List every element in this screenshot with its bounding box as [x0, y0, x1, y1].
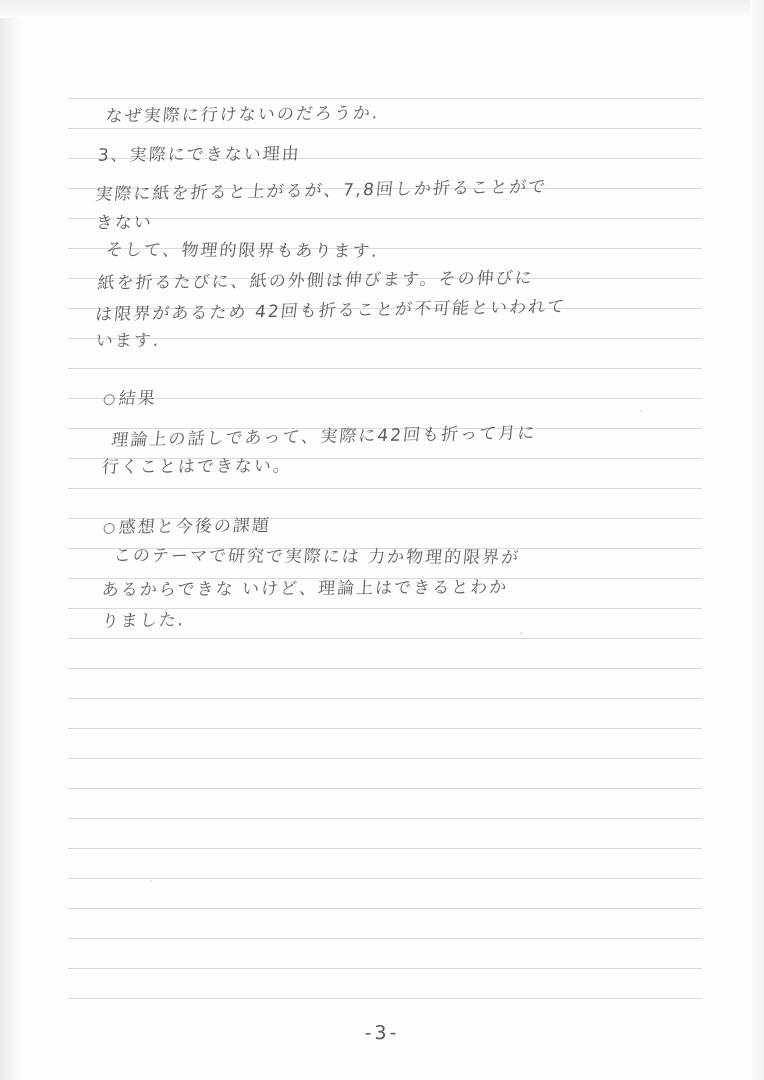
- scan-speck: [150, 880, 152, 882]
- handwritten-line: [97, 139, 301, 165]
- handwritten-text: 紙を折るたびに、紙の外側は伸びます。その伸びに: [96, 268, 535, 294]
- handwritten-text: 理論上の話しであって、実際に42回も折って月に: [110, 423, 538, 451]
- handwritten-text: 感想と今後の課題: [117, 515, 272, 538]
- handwritten-text: きない: [95, 212, 154, 234]
- handwritten-text: あるからできな いけど、理論上はできるとわか: [101, 577, 509, 601]
- handwritten-line: [110, 418, 538, 450]
- page-number: -3-: [364, 1021, 400, 1045]
- scan-speck: [520, 632, 523, 635]
- handwritten-line: [101, 451, 293, 477]
- handwritten-line: [105, 98, 381, 126]
- handwritten-text: は限界があるため 42回も折ることが不可能といわれて: [94, 296, 568, 326]
- handwritten-line: [97, 263, 535, 293]
- handwritten-text: います.: [95, 330, 161, 352]
- bullet-circle-icon: [103, 394, 115, 405]
- bullet-circle-icon: [103, 522, 115, 533]
- handwritten-text: 実際に紙を折ると上がるが、7,8回しか折ることがで: [94, 177, 549, 205]
- handwritten-text: 結果: [117, 388, 158, 410]
- handwritten-line: [105, 235, 380, 261]
- handwritten-text: なぜ実際に行けないのだろうか.: [104, 103, 381, 127]
- handwritten-line: [95, 326, 161, 351]
- handwritten-line: [94, 172, 549, 205]
- handwritten-line: [94, 292, 568, 325]
- handwritten-line: [101, 573, 509, 601]
- handwritten-line: [101, 605, 187, 631]
- handwritten-text: 3、実際にできない理由: [97, 144, 302, 166]
- handwritten-line: [103, 384, 158, 410]
- handwritten-text: このテーマで研究で実際には 力か物理的限界が: [112, 545, 522, 569]
- handwritten-line: [95, 208, 154, 233]
- handwritten-text: りました.: [100, 610, 187, 632]
- handwritten-text: 行くことはできない。: [101, 456, 293, 478]
- scan-speck: [640, 410, 642, 412]
- handwritten-text: そして、物理的限界もあります.: [104, 240, 380, 262]
- handwritten-line: [113, 541, 522, 568]
- handwritten-line: [103, 511, 273, 538]
